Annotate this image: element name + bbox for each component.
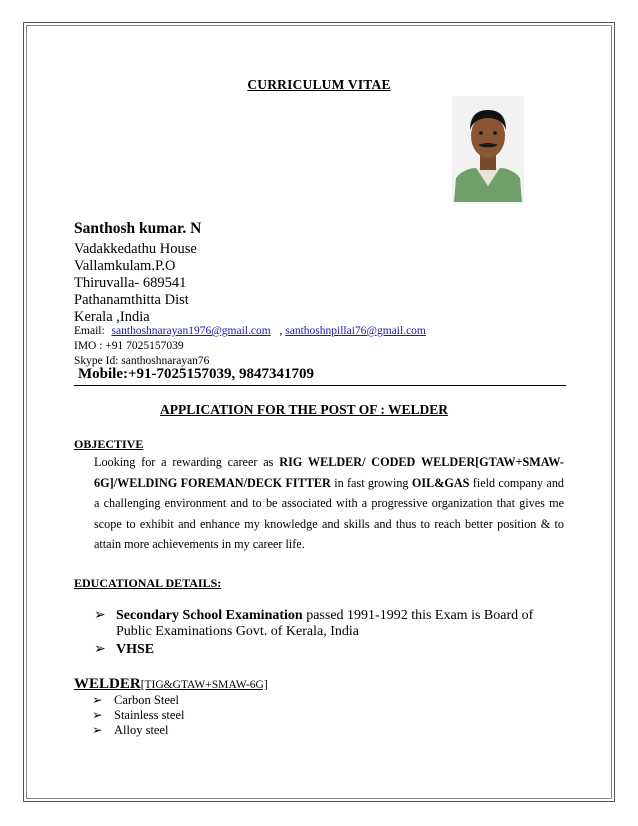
profile-photo-image (452, 96, 524, 202)
welder-material: Carbon Steel (114, 693, 179, 707)
arrow-bullet-icon: ➢ (92, 693, 103, 707)
email-line (74, 325, 426, 337)
welder-material-item (92, 707, 184, 723)
objective-text: Looking for a rewarding career as (94, 455, 280, 469)
welder-material-item (92, 692, 179, 708)
address-line: Vadakkedathu House (74, 241, 197, 257)
arrow-bullet-icon: ➢ (92, 723, 103, 737)
welder-material: Alloy steel (114, 723, 169, 737)
welder-title: WELDER (74, 676, 141, 692)
imo-number: IMO : +91 7025157039 (74, 340, 184, 352)
arrow-bullet-icon: ➢ (94, 642, 106, 657)
education-detail: passed 1991-1992 this Exam is Board of (302, 608, 534, 623)
email-label: Email: (74, 325, 105, 337)
education-qualification: Secondary School Examination (116, 608, 303, 623)
address-line: Kerala ,India (74, 309, 150, 325)
education-detail-line: Public Examinations Govt. of Kerala, India (116, 624, 359, 639)
objective-target-role: RIG WELDER/ CODED WELDER[GTAW+SMAW-6G]/WELDING FOREMAN/DECK FITTER (94, 455, 564, 490)
address-line: Pathanamthitta Dist (74, 292, 189, 308)
objective-text: in fast growing (330, 475, 412, 490)
welder-spec: [TIG&GTAW+SMAW-6G] (140, 679, 268, 691)
skype-id: Skype Id: santhoshnarayan76 (74, 355, 210, 367)
email-link-primary[interactable]: santhoshnarayan1976@gmail.com (111, 325, 271, 337)
address-line: Vallamkulam.P.O (74, 258, 176, 274)
objective-paragraph (94, 452, 564, 555)
welder-heading (74, 676, 268, 693)
document-title: CURRICULUM VITAE (247, 77, 391, 92)
objective-industry: OIL&GAS (411, 475, 470, 490)
arrow-bullet-icon: ➢ (92, 708, 103, 722)
education-item (94, 641, 154, 658)
mobile-number: Mobile:+91-7025157039, 9847341709 (78, 366, 315, 382)
welder-material-item (92, 722, 169, 738)
welder-material: Stainless steel (114, 708, 185, 722)
section-divider (74, 385, 566, 386)
education-item (94, 607, 533, 624)
candidate-name: Santhosh kumar. N (74, 220, 202, 237)
education-qualification: VHSE (116, 642, 155, 657)
arrow-bullet-icon: ➢ (94, 608, 106, 623)
application-heading: APPLICATION FOR THE POST OF : WELDER (160, 402, 449, 417)
profile-photo (452, 96, 524, 202)
objective-text: field company and a challenging environment and to be associated with a progressive organization that gives me scope to exhibit and enhance my knowledge and skills and thus to reach better position & to attain more achievements in my career life. (94, 475, 565, 551)
objective-heading: OBJECTIVE (74, 437, 144, 451)
email-link-secondary[interactable]: santhoshnpillai76@gmail.com (285, 325, 426, 337)
education-heading: EDUCATIONAL DETAILS: (74, 576, 222, 590)
email-separator: , (279, 325, 283, 337)
address-line: Thiruvalla- 689541 (74, 275, 187, 291)
